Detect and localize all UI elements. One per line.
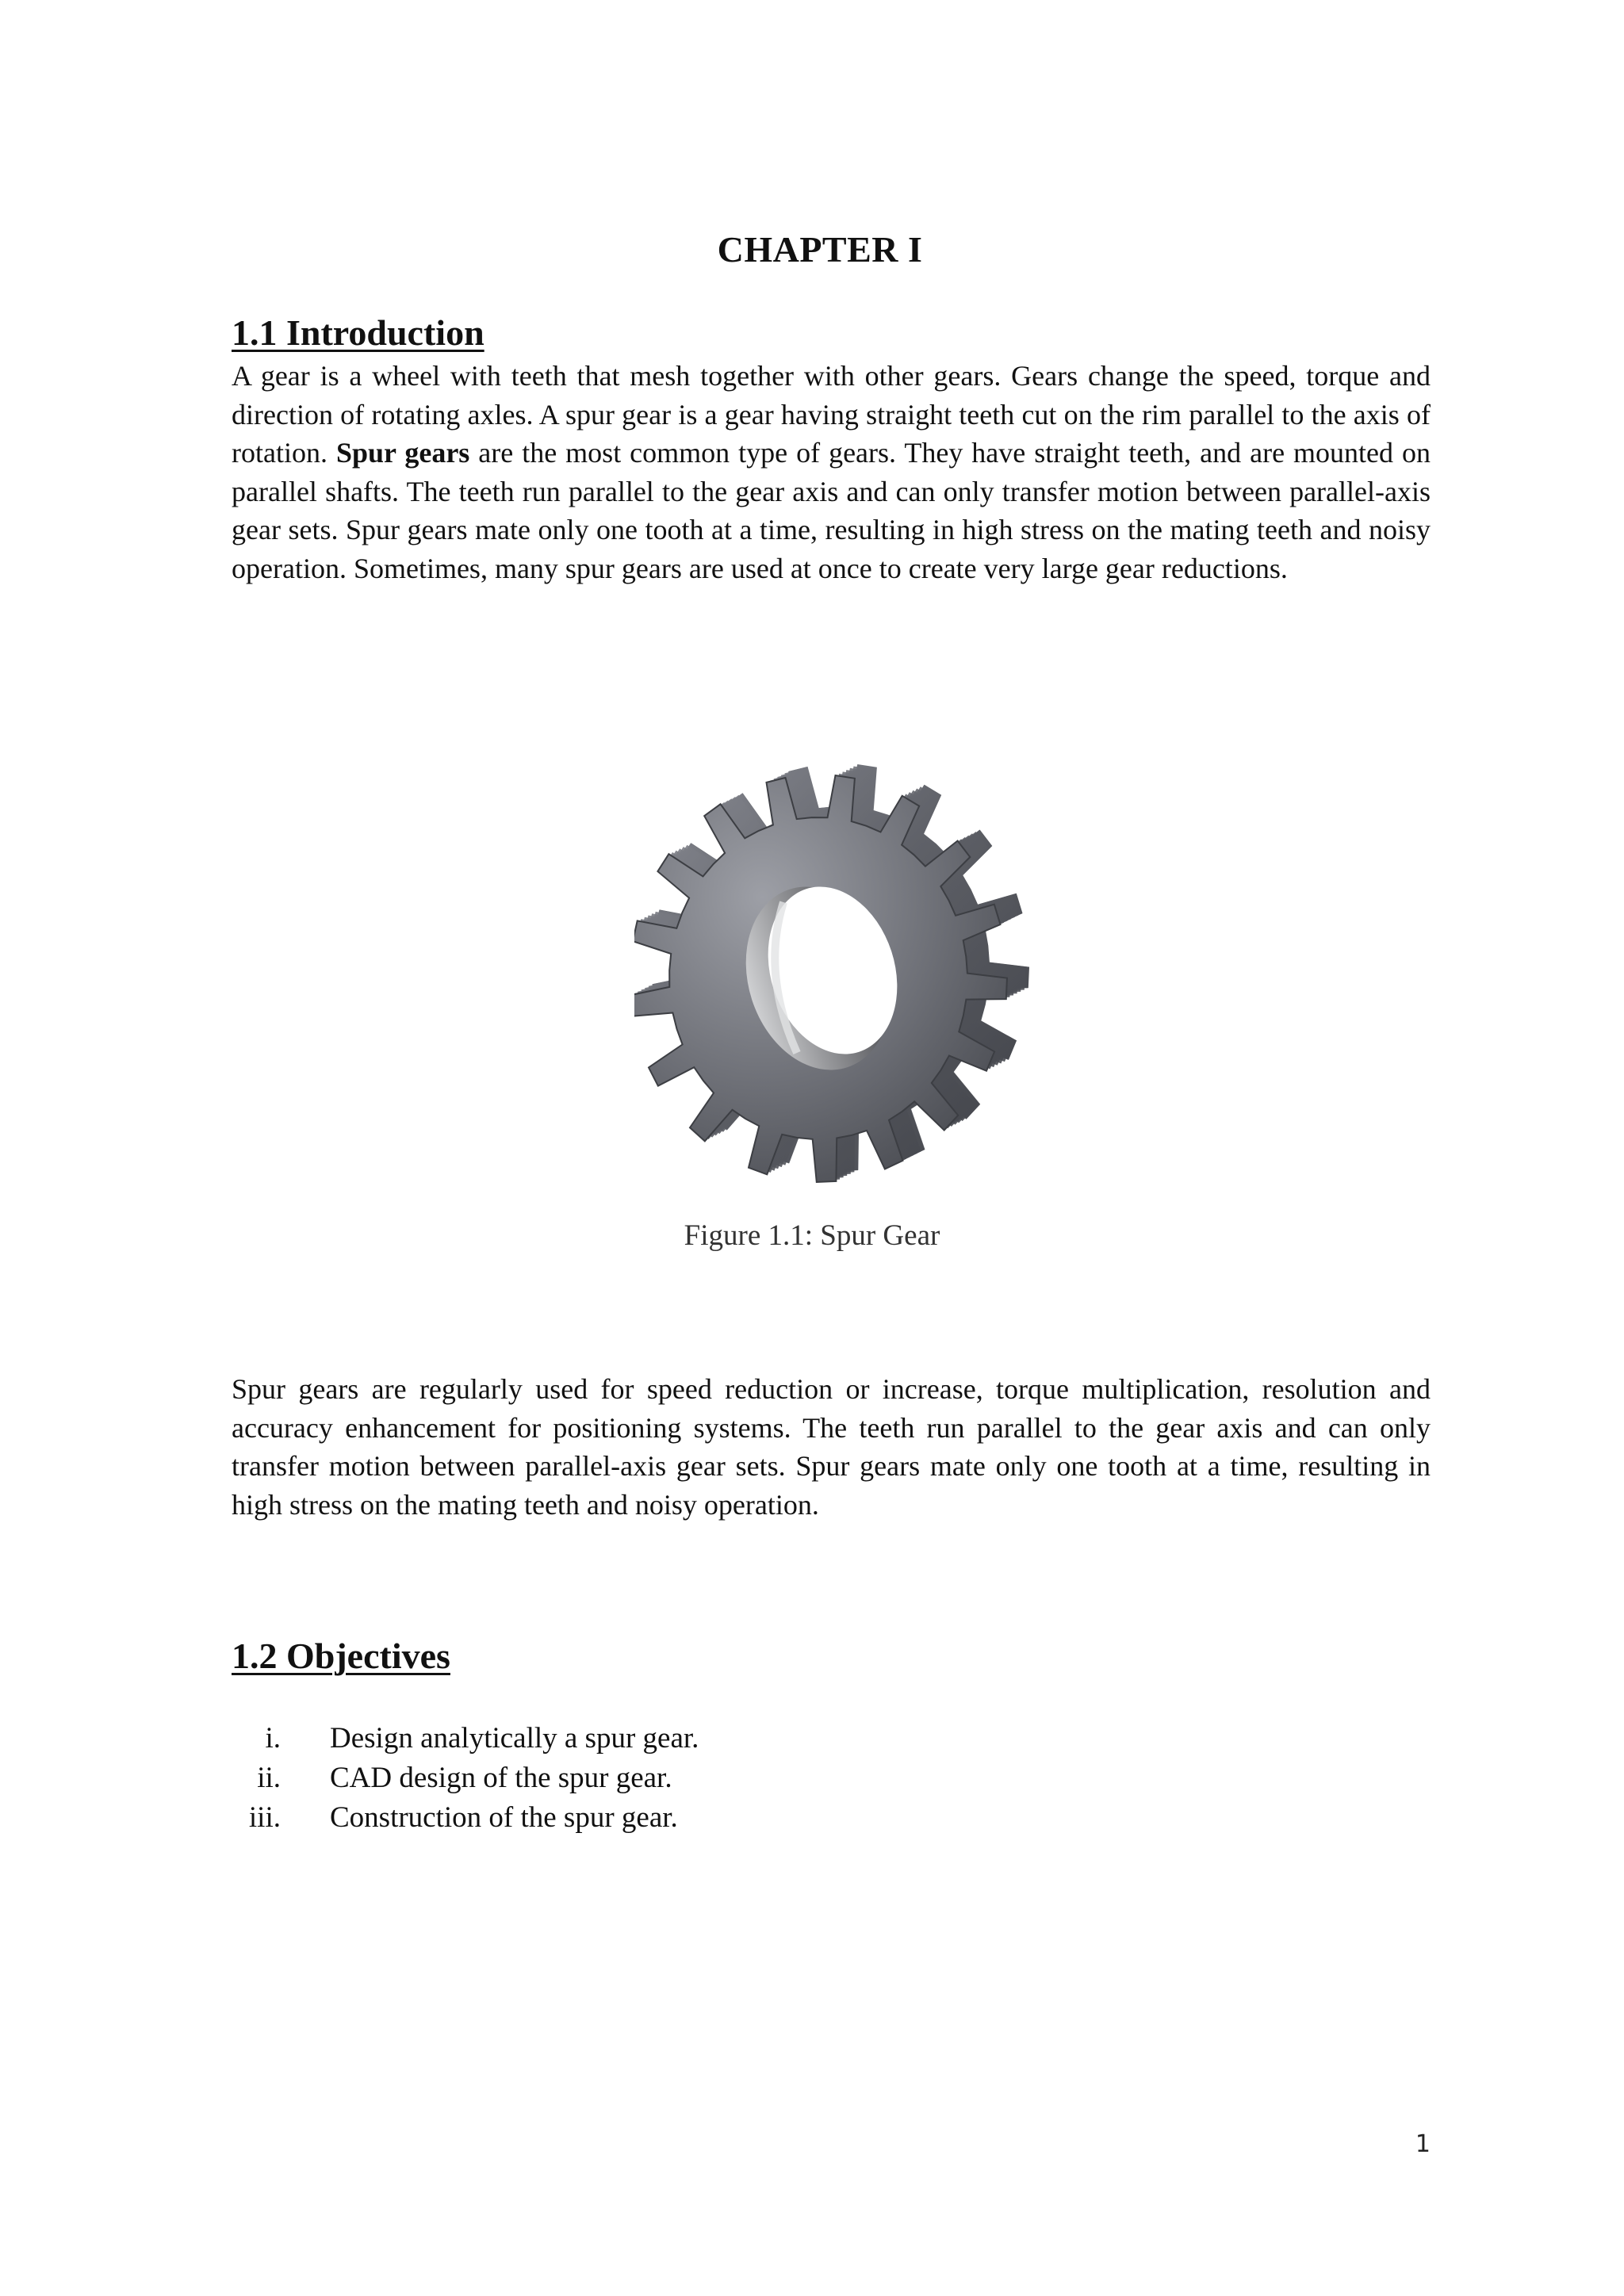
list-item-number: i.	[265, 1722, 281, 1755]
figure-caption: Figure 1.1: Spur Gear	[684, 1219, 940, 1252]
list-item	[232, 1758, 672, 1798]
spur-gears-bold-text: Spur gears	[335, 437, 470, 469]
list-item-number: iii.	[248, 1801, 281, 1834]
page-number: 1	[1415, 2130, 1431, 2158]
list-item-text: Design analytically a spur gear.	[330, 1722, 699, 1755]
introduction-heading: 1.1 Introduction	[232, 312, 485, 353]
chapter-title: CHAPTER I	[717, 229, 923, 270]
objectives-list	[232, 1719, 699, 1838]
list-item-number: ii.	[257, 1762, 281, 1794]
list-item-text: Construction of the spur gear.	[330, 1801, 678, 1834]
spur-gear-uses-paragraph: Spur gears are regularly used for speed reduction or increase, torque multiplication, resolution and accuracy enhancement for positioning systems. The teeth run parallel to the gear axis and can only transfer motion between parallel-axis gear sets. Spur gears mate only one tooth at a time, resulting in high stress on the mating teeth and noisy operation.	[232, 1373, 1431, 1521]
list-item	[232, 1719, 699, 1758]
spur-gear-image	[634, 752, 1039, 1184]
introduction-paragraph	[232, 357, 1431, 588]
objectives-heading: 1.2 Objectives	[232, 1636, 450, 1676]
list-item	[232, 1798, 678, 1838]
introduction-paragraph-text-1: A gear is a wheel with teeth that mesh together with other gears. Gears change the speed, torque and direction of rotating axles. A spur gear is a gear having straight teeth cut on the rim parallel to the axis of rotation.	[232, 360, 1431, 469]
introduction-paragraph-text-2: are the most common type of gears. They have straight teeth, and are mounted on parallel shafts. The teeth run parallel to the gear axis and can only transfer motion between parallel-axis gear sets. Spur gears mate only one tooth at a time, resulting in high stress on the mating teeth and noisy operation. Sometimes, many spur gears are used at once to create very large gear reductions.	[232, 437, 1431, 584]
spur-gear-icon	[634, 752, 1039, 1184]
list-item-text: CAD design of the spur gear.	[330, 1762, 672, 1794]
